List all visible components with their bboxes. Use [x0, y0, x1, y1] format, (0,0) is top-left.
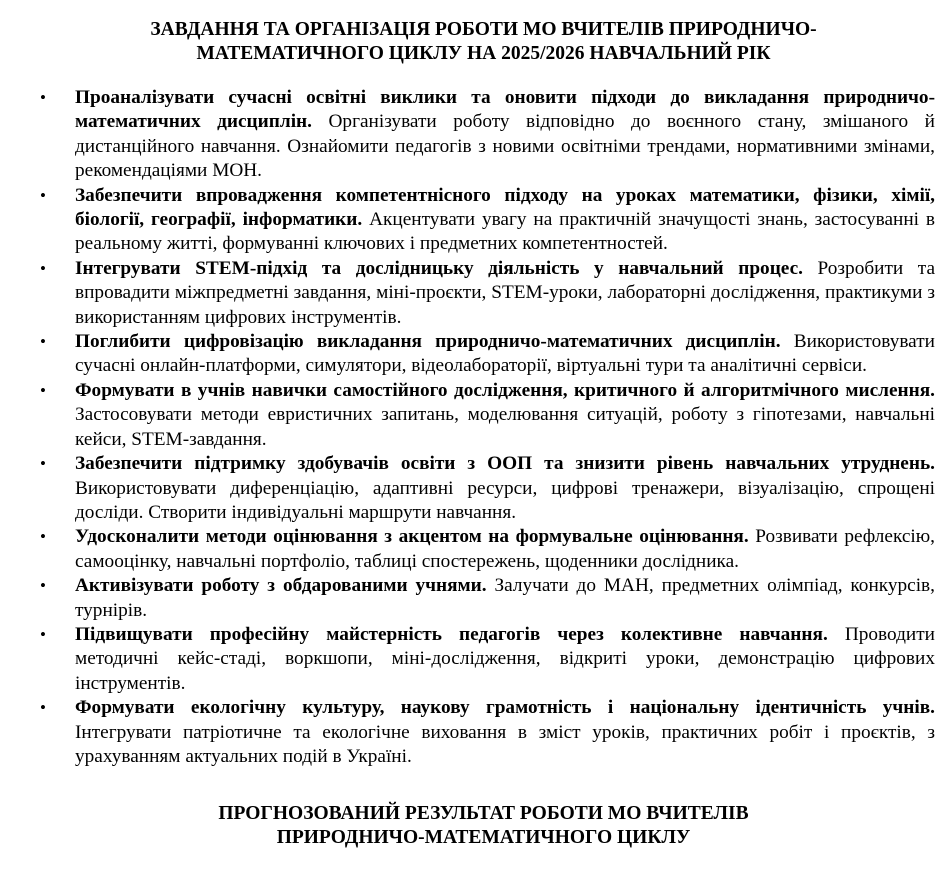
bullet-icon: • — [40, 527, 46, 547]
task-bold-lead: Підвищувати професійну майстерність педагогів через колективне навчання. — [75, 623, 828, 645]
task-item — [32, 574, 935, 623]
task-text: Використовувати диференціацію, адаптивні ресурси, цифрові тренажери, візуалізацію, спрощені досліди. Створити індивідуальні маршрути навчання. — [75, 477, 935, 523]
task-item — [32, 330, 935, 379]
task-item — [32, 696, 935, 769]
bullet-icon: • — [40, 624, 46, 644]
task-text: Інтегрувати патріотичне та екологічне виховання в зміст уроків, практичних робіт і проєктів, з урахуванням актуальних подій в Україні. — [75, 721, 935, 767]
document-title-line-1: ЗАВДАННЯ ТА ОРГАНІЗАЦІЯ РОБОТИ МО ВЧИТЕЛІВ ПРИРОДНИЧО- — [150, 19, 817, 40]
result-title-line-2: ПРИРОДНИЧО-МАТЕМАТИЧНОГО ЦИКЛУ — [276, 827, 691, 849]
task-text: Проводити методичні кейс-стаді, воркшопи, міні-дослідження, відкриті уроки, демонстрацію цифрових інструментів. — [75, 623, 935, 694]
bullet-icon: • — [40, 258, 46, 278]
task-bold-lead: Забезпечити підтримку здобувачів освіти з ООП та знизити рівень навчальних утруднень. — [75, 453, 935, 475]
task-bold-lead: Проаналізувати сучасні освітні виклики та оновити підходи до викладання природничо-математичних дисциплін. — [75, 87, 935, 133]
task-bold-lead: Інтегрувати STEM-підхід та дослідницьку діяльність у навчальний процес. — [75, 257, 803, 279]
task-text: Розвивати рефлексію, самооцінку, навчальні портфоліо, таблиці спостережень, щоденники дослідника. — [75, 526, 935, 572]
bullet-icon: • — [40, 454, 46, 474]
bullet-icon: • — [40, 698, 46, 718]
task-text: Організувати роботу відповідно до воєнного стану, змішаного й дистанційного навчання. Ознайомити педагогів з новими освітніми трендами, нормативними змінами, рекомендаціями МОН. — [75, 111, 935, 182]
bullet-icon: • — [40, 332, 46, 352]
task-bold-lead: Поглибити цифровізацію викладання природничо-математичних дисциплін. — [75, 331, 781, 353]
task-text: Залучати до МАН, предметних олімпіад, конкурсів, турнірів. — [75, 575, 935, 621]
bullet-icon: • — [40, 576, 46, 596]
task-item — [32, 86, 935, 184]
document-title — [32, 18, 935, 66]
task-text: Використовувати сучасні онлайн-платформи, симулятори, відеолабораторії, віртуальні тури та аналітичні сервіси. — [75, 331, 935, 377]
bullet-icon: • — [40, 185, 46, 205]
bullet-icon: • — [40, 88, 46, 107]
document-title-line-2: МАТЕМАТИЧНОГО ЦИКЛУ НА 2025/2026 НАВЧАЛЬНИЙ РІК — [196, 43, 771, 64]
task-item — [32, 623, 935, 696]
task-list — [32, 86, 935, 769]
task-bold-lead: Активізувати роботу з обдарованими учнями. — [75, 575, 487, 597]
result-title — [32, 802, 935, 850]
task-item — [32, 379, 935, 452]
task-bold-lead: Формувати в учнів навички самостійного дослідження, критичного й алгоритмічного мислення. — [75, 379, 935, 401]
task-bold-lead: Удосконалити методи оцінювання з акцентом на формувальне оцінювання. — [75, 526, 749, 548]
task-item — [32, 525, 935, 574]
result-title-line-1: ПРОГНОЗОВАНИЙ РЕЗУЛЬТАТ РОБОТИ МО ВЧИТЕЛІВ — [218, 803, 749, 825]
task-bold-lead: Забезпечити впровадження компетентнісного підходу на уроках математики, фізики, хімії, біології, географії, інформатики. — [75, 184, 935, 231]
task-item — [32, 257, 935, 330]
task-bold-lead: Формувати екологічну культуру, наукову грамотність і національну ідентичність учнів. — [75, 697, 935, 719]
task-item — [32, 184, 935, 257]
task-text: Розробити та впровадити міжпредметні завдання, міні-проєкти, STEM-уроки, лабораторні дослідження, практикуми з використанням цифрових інструментів. — [75, 257, 935, 328]
task-text: Застосовувати методи евристичних запитань, моделювання ситуацій, роботу з гіпотезами, навчальні кейси, STEM-завдання. — [75, 404, 935, 450]
task-text: Акцентувати увагу на практичній значущості знань, застосуванні в реальному житті, формуванні ключових і предметних компетентностей. — [75, 209, 936, 255]
task-item — [32, 452, 935, 525]
bullet-icon: • — [40, 380, 46, 400]
